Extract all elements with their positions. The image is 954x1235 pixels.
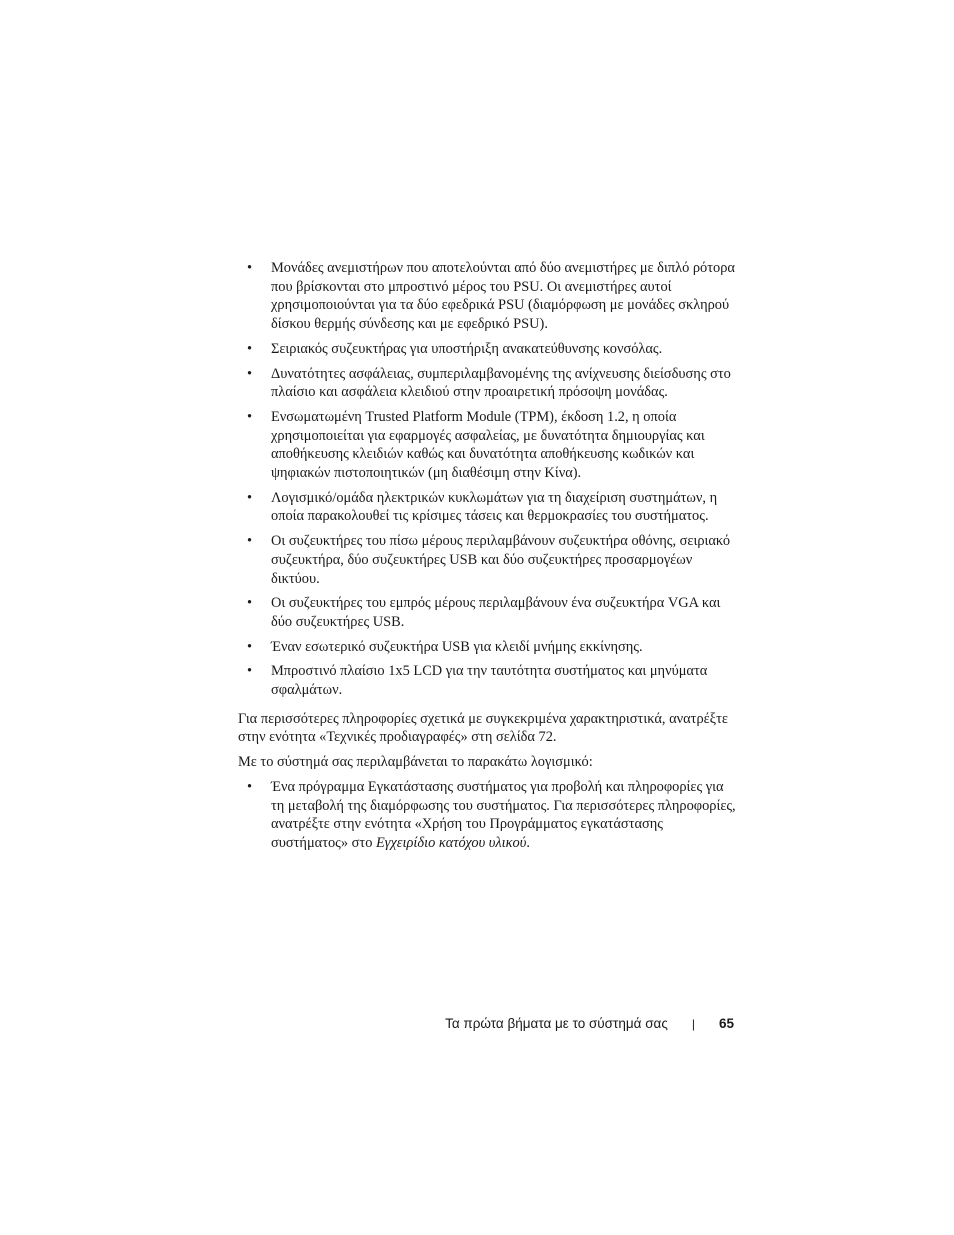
list-item: [238, 259, 738, 334]
bullet-icon: •: [247, 638, 253, 655]
features-list: [238, 259, 738, 700]
bullet-icon: •: [247, 595, 253, 612]
list-item: [238, 340, 738, 359]
list-item-text: Ενσωματωμένη Trusted Platform Module (TPM), έκδοση 1.2, η οποία χρησιμοποιείται για εφαρμογές ασφαλείας, με δυνατότητα δημιουργίας και αποθήκευσης κλειδιών καθώς και δυνατότητα αποθήκευσης κωδικών και ψηφιακών πιστοποιητικών (μη διαθέσιμη στην Κίνα).: [271, 408, 705, 482]
list-item-text: Δυνατότητες ασφάλειας, συμπεριλαμβανομένης της ανίχνευσης διείσδυσης στο πλαίσιο και ασφάλεια κλειδιού στην προαιρετική πρόσοψη μονάδας.: [271, 365, 731, 401]
list-item-text: Μονάδες ανεμιστήρων που αποτελούνται από δύο ανεμιστήρες με διπλό ρότορα που βρίσκονται στο μπροστινό μέρος του PSU. Οι ανεμιστήρες αυτοί χρησιμοποιούνται για τα δύο εφεδρικά PSU (διαμόρφωση με μονάδες σκληρού δίσκου θερμής σύνδεσης και με εφεδρικό PSU).: [271, 260, 735, 333]
bullet-icon: •: [247, 489, 253, 506]
software-intro-paragraph: Με το σύστημά σας περιλαμβάνεται το παρακάτω λογισμικό:: [238, 754, 593, 771]
list-item-text: Έναν εσωτερικό συζευκτήρα USB για κλειδί μνήμης εκκίνησης.: [271, 638, 643, 655]
list-item: [238, 778, 738, 853]
bullet-icon: •: [247, 365, 253, 382]
list-item-text: Οι συζευκτήρες του πίσω μέρους περιλαμβάνουν συζευκτήρα οθόνης, σειριακό συζευκτήρα, δύο συζευκτήρες USB και δύο συζευκτήρες προσαρμογέων δικτύου.: [271, 533, 731, 587]
bullet-icon: •: [247, 340, 253, 357]
features-reference-paragraph: Για περισσότερες πληροφορίες σχετικά με συγκεκριμένα χαρακτηριστικά, ανατρέξτε στην ενότητα «Τεχνικές προδιαγραφές» στη σελίδα 72.: [238, 710, 728, 746]
footer-separator: |: [691, 1017, 695, 1031]
software-list: [238, 778, 738, 853]
bullet-icon: •: [247, 663, 253, 680]
list-item: [238, 532, 738, 588]
bullet-icon: •: [247, 408, 253, 425]
bullet-icon: •: [247, 260, 253, 276]
list-item-text: Ένα πρόγραμμα Εγκατάστασης συστήματος για προβολή και πληροφορίες για τη μεταβολή της διαμόρφωσης του συστήματος. Για περισσότερες πληροφορίες, ανατρέξτε στην ενότητα «Χρήση του Προγράμματος εγκατάστασης συστήματος» στο: [271, 778, 736, 851]
list-item-end: .: [526, 834, 530, 851]
list-item-text: Μπροστινό πλαίσιο 1x5 LCD για την ταυτότητα συστήματος και μηνύματα σφαλμάτων.: [271, 663, 708, 699]
list-item-text: Σειριακός συζευκτήρας για υποστήριξη ανακατεύθυνσης κονσόλας.: [271, 340, 663, 357]
list-item: [238, 594, 738, 631]
list-item: [238, 365, 738, 402]
page-footer: [445, 1014, 734, 1034]
footer-chapter-title: Τα πρώτα βήματα με το σύστημά σας: [445, 1016, 668, 1031]
list-item: [238, 638, 738, 657]
list-item: [238, 662, 738, 699]
list-item: [238, 489, 738, 526]
list-item-text: Οι συζευκτήρες του εμπρός μέρους περιλαμβάνουν ένα συζευκτήρα VGA και δύο συζευκτήρες USB.: [271, 595, 721, 630]
bullet-icon: •: [247, 778, 253, 795]
list-item-text: Λογισμικό/ομάδα ηλεκτρικών κυκλωμάτων για τη διαχείριση συστημάτων, η οποία παρακολουθεί τις κρίσιμες τάσεις και θερμοκρασίες του συστήματος.: [271, 489, 718, 525]
list-item: [238, 408, 738, 483]
manual-title-reference: Εγχειρίδιο κατόχου υλικού: [376, 834, 527, 851]
page-number: 65: [718, 1016, 734, 1031]
bullet-icon: •: [247, 533, 253, 550]
main-content: [238, 259, 738, 859]
